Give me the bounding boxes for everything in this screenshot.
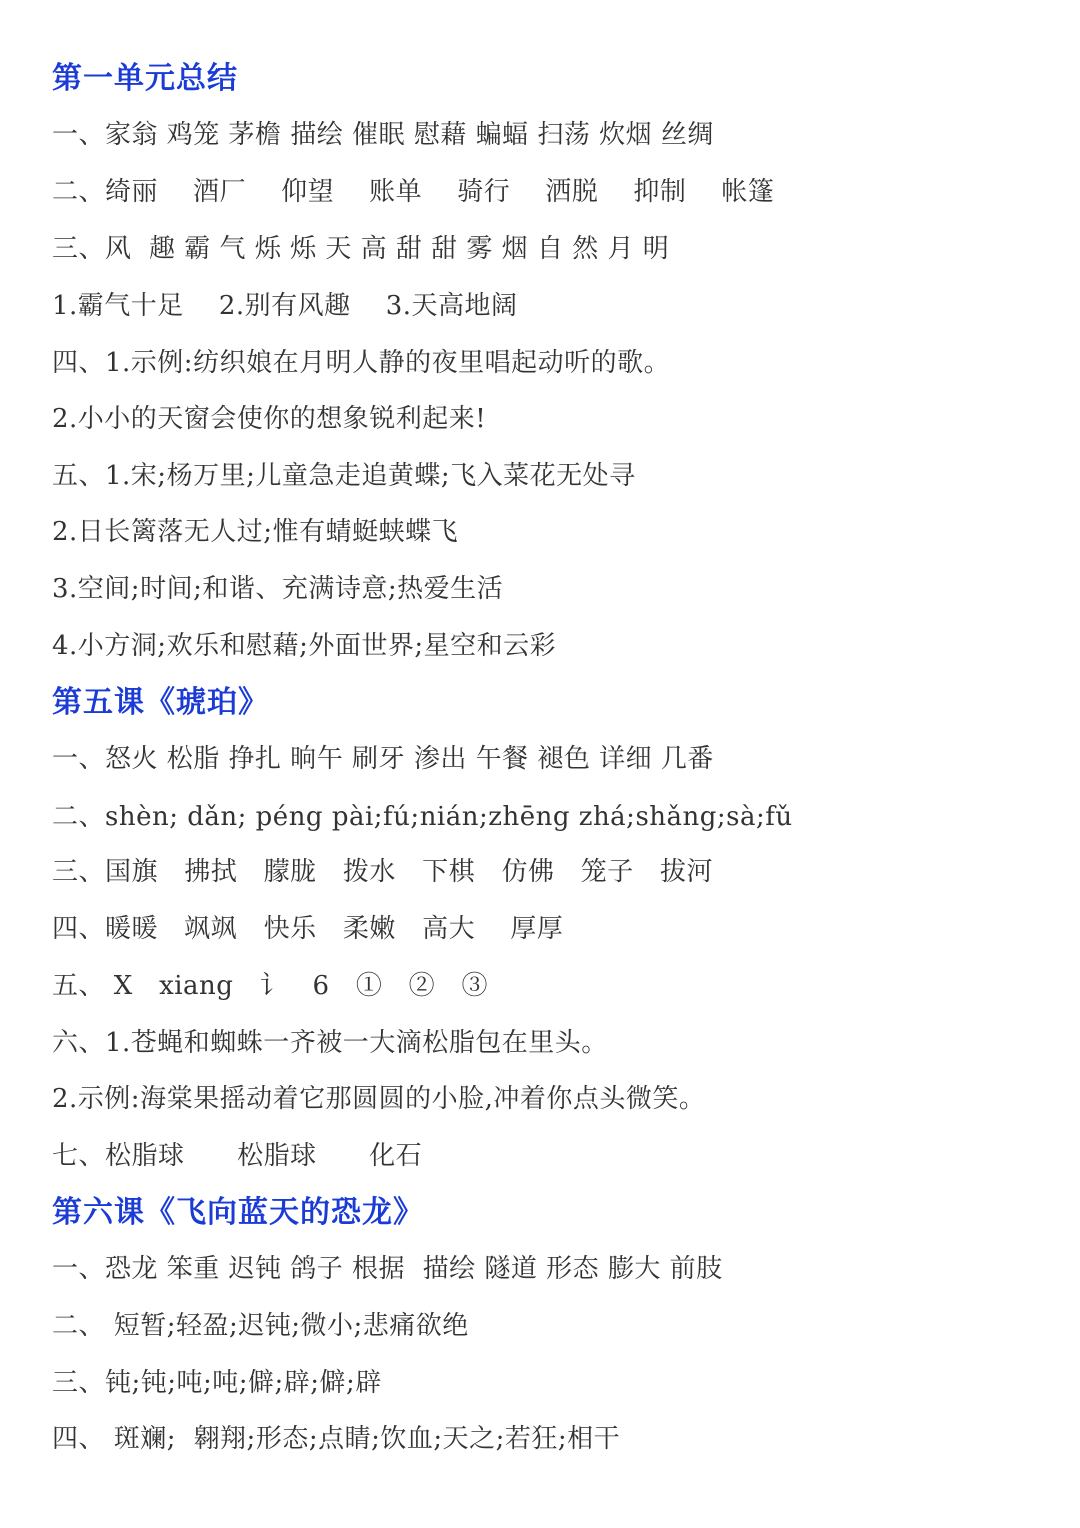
section-heading-lesson6: 第六课《飞向蓝天的恐龙》 bbox=[52, 1195, 424, 1230]
answer-line: 五、 X xiang 讠 6 ① ② ③ bbox=[52, 971, 488, 1001]
answer-line: 2.示例:海棠果摇动着它那圆圆的小脸,冲着你点头微笑。 bbox=[52, 1084, 706, 1114]
answer-line: 2.日长篱落无人过;惟有蜻蜓蛱蝶飞 bbox=[52, 517, 459, 547]
answer-line: 六、1.苍蝇和蜘蛛一齐被一大滴松脂包在里头。 bbox=[52, 1028, 608, 1058]
answer-line: 二、 短暂;轻盈;迟钝;微小;悲痛欲绝 bbox=[52, 1311, 469, 1341]
answer-line: 4.小方洞;欢乐和慰藉;外面世界;星空和云彩 bbox=[52, 631, 557, 661]
answer-line: 三、风 趣 霸 气 烁 烁 天 高 甜 甜 雾 烟 自 然 月 明 bbox=[52, 234, 670, 264]
answer-line: 2.小小的天窗会使你的想象锐利起来! bbox=[52, 404, 487, 434]
answer-line: 四、 斑斓; 翱翔;形态;点睛;饮血;天之;若狂;相干 bbox=[52, 1424, 621, 1454]
answer-line: 七、松脂球 松脂球 化石 bbox=[52, 1141, 423, 1171]
answer-line: 二、绮丽 酒厂 仰望 账单 骑行 洒脱 抑制 帐篷 bbox=[52, 177, 775, 207]
answer-line: 四、暖暖 飒飒 快乐 柔嫩 高大 厚厚 bbox=[52, 914, 564, 944]
answer-line: 三、国旗 拂拭 朦胧 拨水 下棋 仿佛 笼子 拔河 bbox=[52, 857, 714, 887]
answer-line: 五、1.宋;杨万里;儿童急走追黄蝶;飞入菜花无处寻 bbox=[52, 461, 636, 491]
answer-line: 二、shèn; dǎn; péng pài;fú;nián;zhēng zhá;shǎng;sà;fǔ bbox=[52, 802, 793, 832]
section-heading-unit1: 第一单元总结 bbox=[52, 61, 238, 96]
answer-line: 四、1.示例:纺织娘在月明人静的夜里唱起动听的歌。 bbox=[52, 348, 671, 378]
answer-line: 一、怒火 松脂 挣扎 晌午 刷牙 渗出 午餐 褪色 详细 几番 bbox=[52, 744, 714, 774]
answer-line: 1.霸气十足 2.别有风趣 3.天高地阔 bbox=[52, 291, 518, 321]
answer-line: 3.空间;时间;和谐、充满诗意;热爱生活 bbox=[52, 574, 504, 604]
answer-line: 一、恐龙 笨重 迟钝 鸽子 根据 描绘 隧道 形态 膨大 前肢 bbox=[52, 1254, 723, 1284]
section-heading-lesson5: 第五课《琥珀》 bbox=[52, 685, 269, 720]
answer-line: 一、家翁 鸡笼 茅檐 描绘 催眠 慰藉 蝙蝠 扫荡 炊烟 丝绸 bbox=[52, 120, 714, 150]
answer-line: 三、钝;钝;吨;吨;僻;辟;僻;辟 bbox=[52, 1368, 382, 1398]
